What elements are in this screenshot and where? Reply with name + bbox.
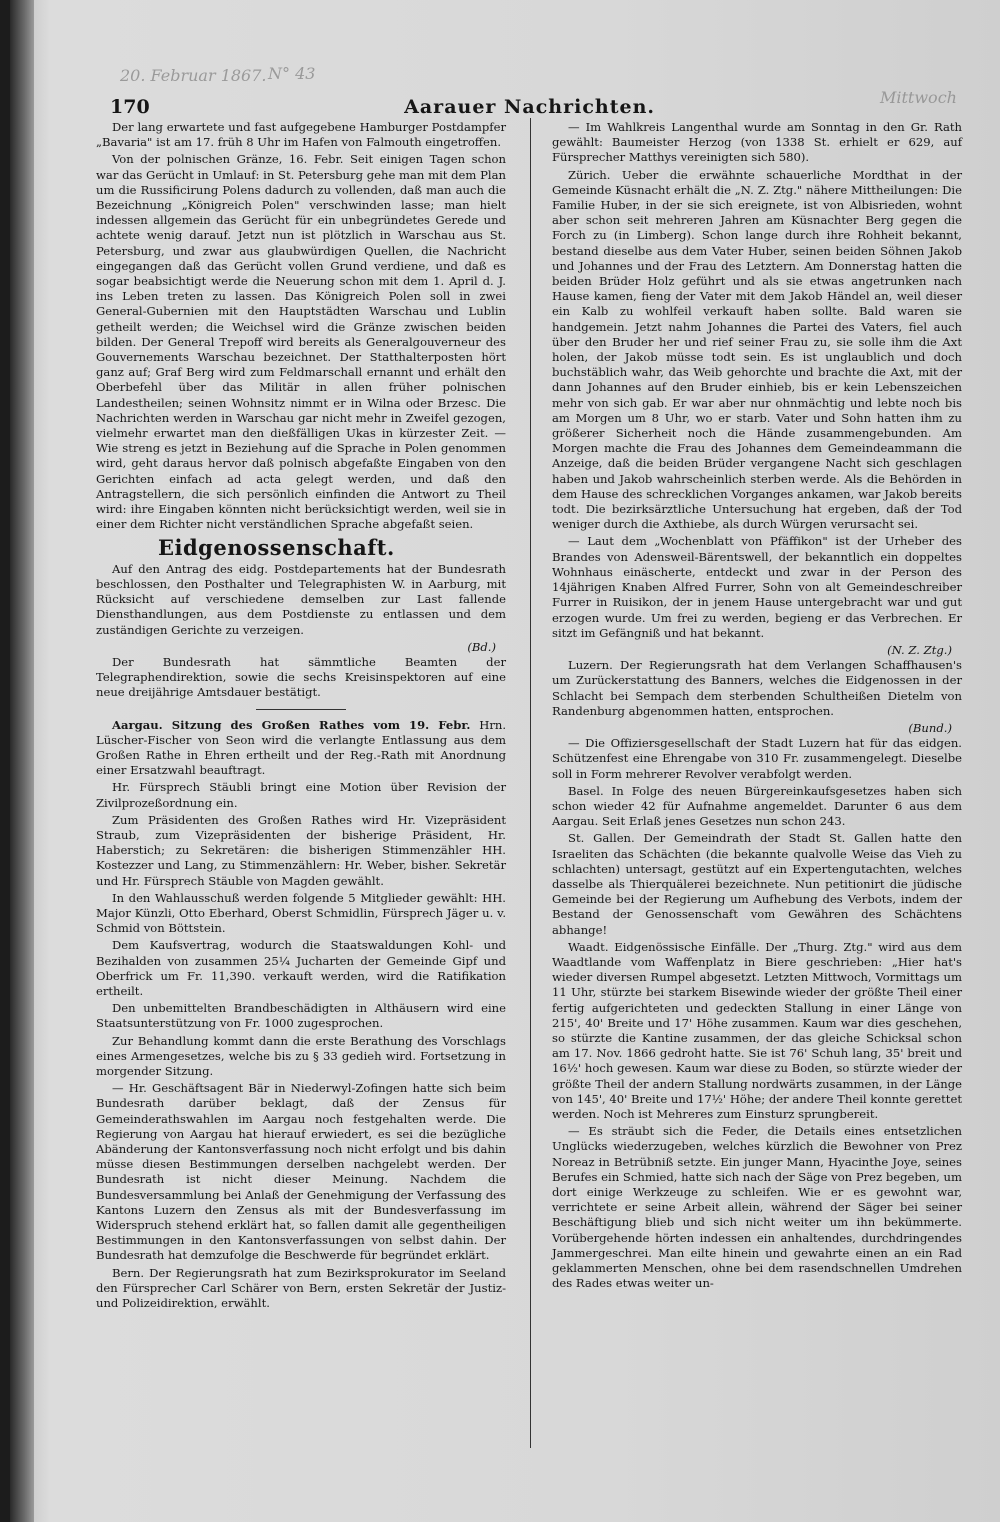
page-number: 170 (110, 96, 150, 118)
article-polish-border: Von der polnischen Gränze, 16. Febr. Seit einigen Tagen schon war das Gerücht in Umlauf: in St. Petersburg gehe man mit dem Plan um die Russificirung Polens dadurch zu vollenden, daß man auch die Bezeichnung „Königreich Polen" verschwinden lasse; man hielt indessen allgemein das Gerücht für ein unbegründetes Gerede und achtete wenig darauf. Jetzt nun ist plötzlich in Warschau aus St. Petersburg, und zwar aus glaubwürdigen Quellen, die Nachricht eingegangen daß das Gerücht vollen Grund verdiene, und daß es sogar beabsichtigt werde die Neuerung schon mit dem 1. April d. J. ins Leben treten zu lassen. Das Königreich Polen soll in zwei General-Gubernien mit den Hauptstädten Warschau und Lublin getheilt werden; die Weichsel wird die Gränze zwischen beiden bilden. Der General Trepoff wird bereits als Generalgouverneur des Gouvernements Warschau bezeichnet. Der Statthalterposten hört ganz auf; Graf Berg wird zum Feldmarschall ernannt und erhält den Oberbefehl über das Militär in allen früher polnischen Landestheilen; seinen Wohnsitz nimmt er in Wilna oder Brzesc. Die Nachrichten werden in Warschau gar nicht mehr in Zweifel gezogen, vielmehr erwartet man den dießfälligen Ukas in kürzester Zeit. — Wie streng es jetzt in Beziehung auf die Sprache in Polen genommen wird, geht daraus hervor daß polnisch abgefaßte Eingaben von den Gerichten einfach ad acta gelegt werden, und daß den Antragstellern, die sich persönlich einfinden die Antwort zu Theil wird: ihre Eingaben könnten nicht berücksichtigt werden, weil sie in einer dem Richter nicht verständlichen Sprache abgefaßt seien. (96, 152, 506, 532)
section-heading-eidgenossenschaft: Eidgenossenschaft. (158, 535, 395, 561)
book-spine-shadow (10, 0, 34, 1522)
aargau-body: Hrn. Lüscher-Fischer von Seon wird die verlangte Entlassung aus dem Großen Rathe in Ehren ertheilt und der Reg.-Rath mit Anordnung einer Ersatzwahl beauftragt. (96, 717, 507, 778)
article-election-committee: In den Wahlausschuß werden folgende 5 Mitglieder gewählt: HH. Major Künzli, Otto Eberhard, Oberst Schmidlin, Fürsprech Jäger u. v. Schmid von Böttstein. (96, 890, 506, 936)
section-rule (256, 709, 346, 710)
article-prez-noreaz-accident: — Es sträubt sich die Feder, die Details eines entsetzlichen Unglücks wiederzugeben, welches kürzlich die Bewohner von Prez Noreaz in Betrübniß setzte. Ein junger Mann, Hyacinthe Joye, seines Berufes ein Schmied, hatte sich nach der Säge von Prez begeben, um dort einige Werkzeuge zu schleifen. Wie er es gewohnt war, verrichtete er seine Arbeit allein, während der Säger bei seiner Beschäftigung blieb und sich nicht weiter um ihn bekümmerte. Vorübergehende hörten indessen ein anhaltendes, durchdringendes Jammergeschrei. Man eilte hinein und gewahrte einen an ein Rad geklammerten Menschen, ohne bei dem rasendschnellen Umdrehen des Rades etwas weiter un- (552, 1124, 962, 1291)
newspaper-page (10, 0, 1000, 1522)
bleed-through-year: 20. Februar 1867. (120, 66, 267, 85)
article-aargau-grand-council (96, 718, 506, 779)
article-president-election: Zum Präsidenten des Großen Rathes wird Hr. Vizepräsident Straub, zum Vizepräsidenten der bisherige Präsident, Hr. Haberstich; zu Sekretären: die bisherigen Stimmenzähler HH. Kostezzer und Lang, zu Stimmenzählern: Hr. Weber, bisher. Sekretär und Hr. Fürsprech Stäuble von Magden gewählt. (96, 812, 506, 888)
article-hamburg-steamer: Der lang erwartete und fast aufgegebene Hamburger Postdampfer „Bavaria" ist am 17. früh 8 Uhr im Hafen von Falmouth eingetroffen. (96, 120, 506, 150)
article-fire-victims: Den unbemittelten Brandbeschädigten in Althäusern wird eine Staatsunterstützung von Fr. 1000 zugesprochen. (96, 1001, 506, 1031)
right-column (552, 120, 962, 1293)
article-zurich-murder: Zürich. Ueber die erwähnte schauerliche Mordthat in der Gemeinde Küsnacht erhält die „N. Z. Ztg." nähere Mittheilungen: Die Familie Huber, in der sie sich ereignete, ist von Albisrieden, wohnt aber schon seit mehreren Jahren am Küsnachter Berg gegen die Forch zu (in Limberg). Schon lange durch ihre Rohheit bekannt, bestand dieselbe aus dem Vater Huber, seinen beiden Söhnen Jakob und Johannes und der Frau des Letztern. Am Donnerstag hatten die beiden Brüder Holz geführt und als sie etwas angetrunken nach Hause kamen, fieng der Vater mit dem Jakob Händel an, weil dieser ein Kalb zu wohlfeil verkauft haben sollte. Bald waren sie handgemein. Jetzt nahm Johannes die Partei des Vaters, fiel auch über den Bruder her und rief seiner Frau zu, sie solle ihm die Axt holen, der Jakob müsse todt sein. Es ist unglaublich und doch buchstäblich wahr, das Weib gehorchte und brachte die Axt, mit der dann Johannes auf den Bruder einhieb, bis er kein Lebenszeichen mehr von sich gab. Er war aber nur ohnmächtig und lebte noch bis am Morgen um 8 Uhr, wo er starb. Vater und Sohn hatten ihm zu größerer Sicherheit noch die Hände zusammengebunden. Am Morgen machte die Frau des Johannes dem Gemeindeammann die Anzeige, daß die beiden Brüder vergangene Nacht sich geschlagen haben und Jakob wahrscheinlich sterben werde. Als die Behörden in dem Hause des schrecklichen Vorganges ankamen, war Jakob bereits todt. Die bezirksärztliche Untersuchung hat ergeben, daß der Tod weniger durch die Axthiebe, als durch Würgen verursacht sei. (552, 167, 962, 532)
bleed-through-date: N° 43 (268, 64, 316, 83)
article-langenthal-election: — Im Wahlkreis Langenthal wurde am Sonntag in den Gr. Rath gewählt: Baumeister Herzog (von 1338 St. erhielt er 629, auf Fürsprecher Matthys vereinigten sich 580). (552, 120, 962, 165)
source-signature-bund: (Bund.) (908, 720, 952, 735)
article-telegraph-officials: Der Bundesrath hat sämmtliche Beamten der Telegraphendirektion, sowie die sechs Kreisinspektoren auf eine neue dreijährige Amtsdauer bestätigt. (96, 654, 506, 700)
article-baer-complaint: — Hr. Geschäftsagent Bär in Niederwyl-Zofingen hatte sich beim Bundesrath darüber beklagt, daß der Zensus für Gemeinderathswahlen im Aargau noch festgehalten werde. Die Regierung von Aargau hat hierauf erwiedert, es sei die bezügliche Abänderung der Kantonsverfassung noch nicht erfolgt und bis dahin müsse diesen Bestimmungen derselben nachgelebt werden. Der Bundesrath ist nicht dieser Meinung. Nachdem die Bundesversammlung bei Anlaß der Genehmigung der Verfassung des Kantons Luzern den Zensus als mit der Bundesverfassung im Widerspruch stehend erklärt hat, so fallen damit alle gegentheiligen Bestimmungen in den Kantonsverfassungen von selbst dahin. Der Bundesrath hat demzufolge die Beschwerde für begründet erklärt. (96, 1081, 506, 1263)
column-divider (530, 118, 531, 1448)
article-motion-revision: Hr. Fürsprech Stäubli bringt eine Motion über Revision der Zivilprozeßordnung ein. (96, 780, 506, 810)
article-waadt-collapse: Waadt. Eidgenössische Einfälle. Der „Thurg. Ztg." wird aus dem Waadtlande vom Waffenplatz in Biere geschrieben: „Hier hat's wieder diversen Rumpel abgesetzt. Letzten Mittwoch, Vormittags um 11 Uhr, stürzte bei starkem Bisewinde wieder der größte Theil einer fertig aufgerichteten und gedeckten Stallung in einer Länge von 215', 40' Breite und 17' Höhe zusammen. Kaum war dies geschehen, so stürzte die Kantine zusammen, der das gleiche Schicksal schon am 17. Nov. 1866 gedroht hatte. Sie ist 76' Schuh lang, 35' breit und 16½' hoch gewesen. Kaum war diese zu Boden, so stürzte wieder der größte Theil der andern Stallung nordwärts zusammen, in der Länge von 145', 40' Breite und 17½' Höhe; der andere Theil konnte gerettet werden. Noch ist Mehreres zum Einsturz sprungbereit. (552, 939, 962, 1121)
article-officers-revolvers: — Die Offiziersgesellschaft der Stadt Luzern hat für das eidgen. Schützenfest eine Ehrengabe von 310 Fr. zusammengelegt. Dieselbe soll in Form mehrerer Revolver verabfolgt werden. (552, 736, 962, 781)
article-st-gallen-shechita: St. Gallen. Der Gemeindrath der Stadt St. Gallen hatte den Israeliten das Schächten (die bekannte qualvolle Weise das Vieh zu schlachten) untersagt, gestützt auf ein Expertengutachten, welches dasselbe als Thierquälerei bezeichnete. Nun petitionirt die jüdische Gemeinde bei der Regierung um Aufhebung des Verbots, indem der Bestand der Genossenschaft vom Gewähren des Schächtens abhange! (552, 831, 962, 937)
article-poor-law: Zur Behandlung kommt dann die erste Berathung des Vorschlags eines Armengesetzes, welche bis zu § 33 gedieh wird. Fortsetzung in morgender Sitzung. (96, 1033, 506, 1078)
left-column (96, 120, 506, 1313)
article-basel-citizenship: Basel. In Folge des neuen Bürgereinkaufsgesetzes haben sich schon wieder 42 für Aufnahme angemeldet. Darunter 6 aus dem Aargau. Seit Erlaß jenes Gesetzes nun schon 243. (552, 783, 962, 829)
article-purchase-contract: Dem Kaufsvertrag, wodurch die Staatswaldungen Kohl- und Bezihalden von zusammen 25¼ Jucharten der Gemeinde Gipf und Oberfrick um Fr. 11,390. verkauft werden, wird die Ratifikation ertheilt. (96, 938, 506, 998)
article-luzern-banner: Luzern. Der Regierungsrath hat dem Verlangen Schaffhausen's um Zurückerstattung des Banners, welches die Eidgenossen in der Schlacht bei Sempach dem sterbenden Schultheißen Dietelm von Randenburg abgenommen hatten, entsprochen. (552, 658, 962, 718)
newspaper-title: Aarauer Nachrichten. (404, 96, 655, 118)
source-signature-nzz: (N. Z. Ztg.) (887, 642, 952, 657)
source-signature-bd: (Bd.) (467, 639, 496, 654)
article-postal-dismissal: Auf den Antrag des eidg. Postdepartements hat der Bundesrath beschlossen, den Posthalter und Telegraphisten W. in Aarburg, mit Rücksicht auf verschiedene demselben zur Last fallende Diensthandlungen, aus dem Postdienste zu entlassen und dem zuständigen Gerichte zu verzeigen. (96, 561, 506, 637)
bleed-through-weekday: Mittwoch (880, 88, 957, 107)
article-bern-prosecutor: Bern. Der Regierungsrath hat zum Bezirksprokurator im Seeland den Fürsprecher Carl Schärer von Bern, ersten Sekretär der Justiz- und Polizeidirektion, erwählt. (96, 1265, 506, 1311)
aargau-heading: Aargau. Sitzung des Großen Rathes vom 19. Febr. (112, 717, 471, 732)
article-arson-adensweil: — Laut dem „Wochenblatt von Pfäffikon" ist der Urheber des Brandes von Adensweil-Bärentswell, der bekanntlich ein doppeltes Wohnhaus einäscherte, entdeckt und zwar in der Person des 14jährigen Knaben Alfred Furrer, Sohn von alt Gemeindeschreiber Furrer in Ruisikon, der in jenem Hause untergebracht war und gut erzogen wurde. Um frei zu werden, begieng er das Verbrechen. Er sitzt im Gefängniß und hat bekannt. (552, 534, 962, 640)
